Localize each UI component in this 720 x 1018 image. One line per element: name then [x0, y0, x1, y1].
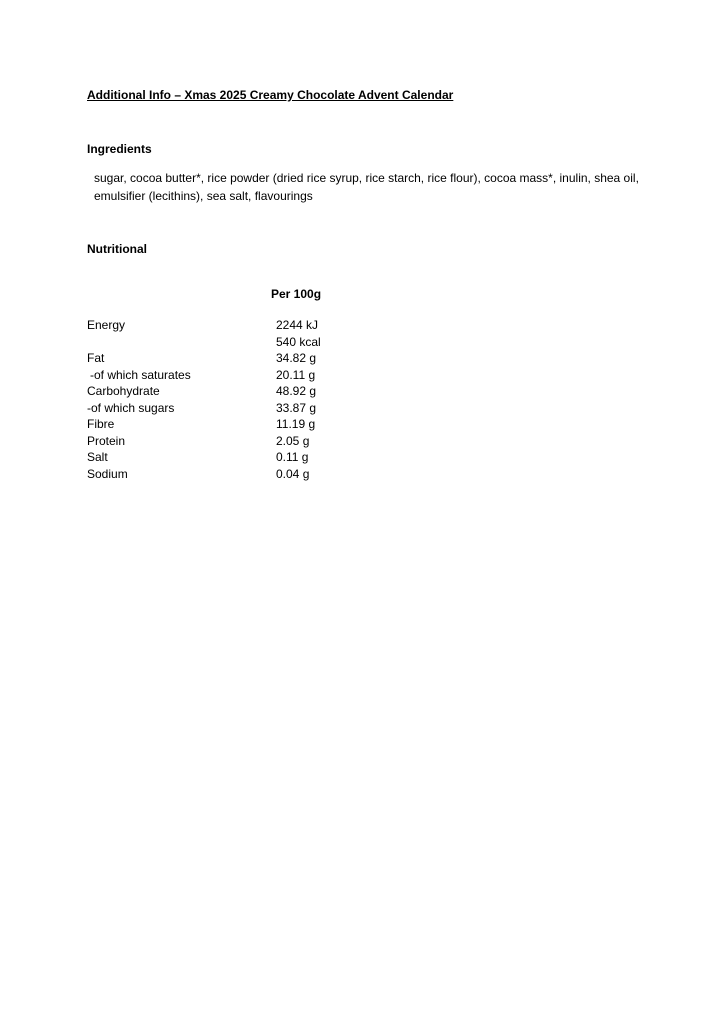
- per-100g-heading: Per 100g: [271, 287, 322, 301]
- nutrition-label: Fat: [87, 351, 105, 365]
- nutrition-label: Carbohydrate: [87, 384, 160, 398]
- nutrition-row-fat: [87, 350, 387, 367]
- nutrition-row-sugars: [87, 400, 387, 417]
- ingredients-text: sugar, cocoa butter*, rice powder (dried rice syrup, rice starch, rice flour), cocoa mass*, inulin, shea oil, emulsifier (lecithins), sea salt, flavourings: [94, 171, 639, 203]
- ingredients-heading: Ingredients: [87, 142, 152, 156]
- nutrition-row-energy-kcal: [87, 334, 387, 351]
- nutrition-value: 33.87 g: [276, 400, 317, 415]
- nutrition-value: 48.92 g: [276, 384, 317, 398]
- nutrition-label: Fibre: [87, 417, 115, 431]
- nutrition-value: 11.19 g: [276, 417, 316, 431]
- nutrition-row-saturates: [87, 367, 387, 384]
- nutrition-label: -of which sugars: [87, 400, 175, 415]
- document-title: Additional Info – Xmas 2025 Creamy Chocolate Advent Calendar: [87, 88, 454, 102]
- nutrition-label: Protein: [87, 433, 126, 448]
- nutrition-row-sodium: [87, 466, 387, 483]
- nutrition-row-fibre: [87, 416, 387, 433]
- nutrition-value: 540 kcal: [276, 334, 321, 349]
- nutrition-row-energy-kj: [87, 317, 387, 334]
- nutrition-value: 20.11 g: [276, 367, 316, 382]
- nutrition-row-protein: [87, 433, 387, 450]
- nutritional-heading: Nutritional: [87, 242, 147, 256]
- nutrition-label: Sodium: [87, 466, 128, 481]
- nutrition-table: [87, 317, 387, 482]
- nutrition-value: 0.11 g: [276, 450, 309, 464]
- nutrition-label: Energy: [87, 318, 126, 332]
- nutrition-value: 34.82 g: [276, 351, 317, 365]
- nutrition-value: 2.05 g: [276, 433, 310, 448]
- nutrition-value: 2244 kJ: [276, 318, 319, 332]
- nutrition-label: -of which saturates: [90, 367, 191, 382]
- nutrition-value: 0.04 g: [276, 466, 310, 481]
- nutrition-row-salt: [87, 449, 387, 466]
- nutrition-label: Salt: [87, 450, 108, 464]
- nutrition-row-carbohydrate: [87, 383, 387, 400]
